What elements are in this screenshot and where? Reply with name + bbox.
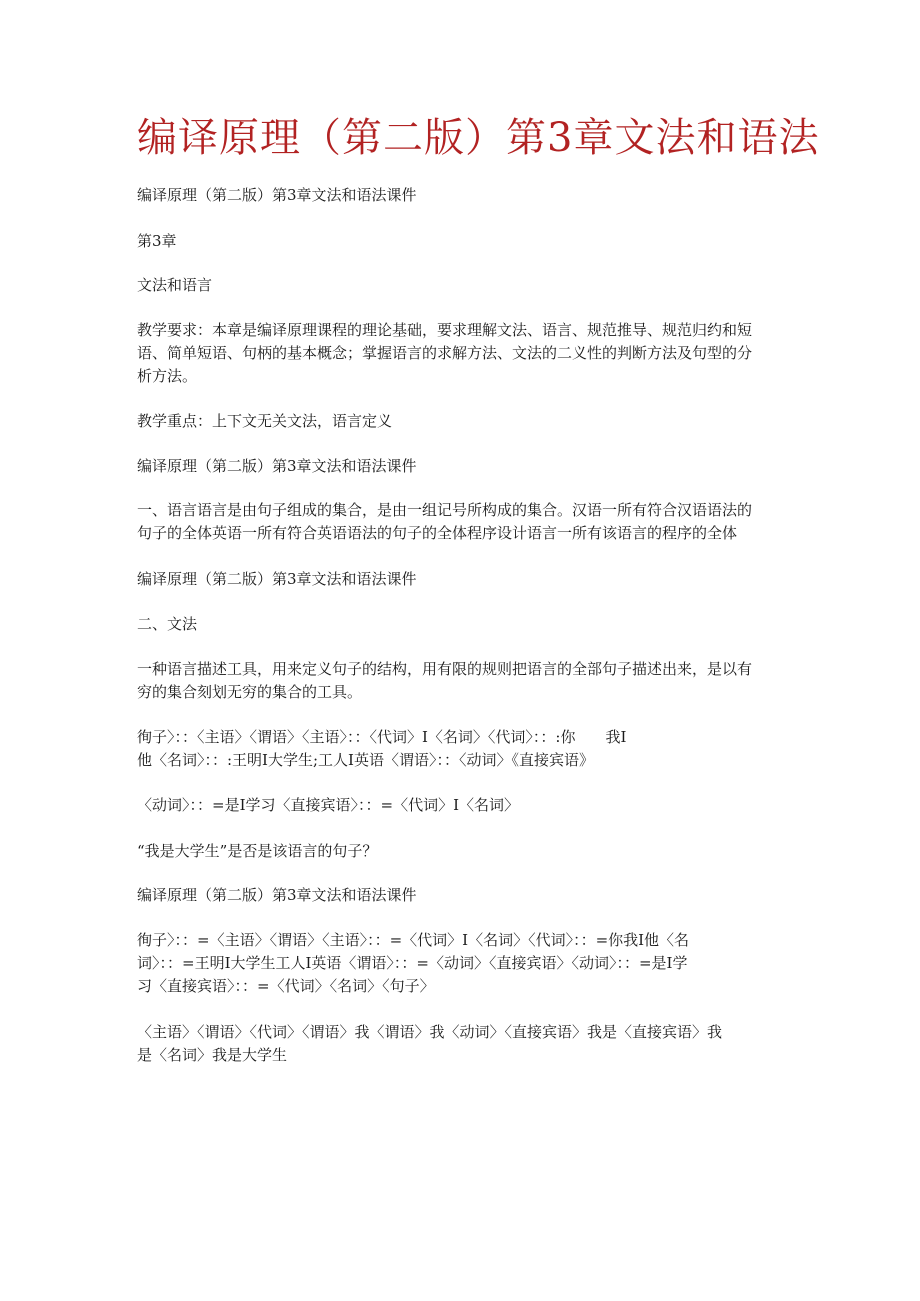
paragraph-section-grammar: 二、文法 bbox=[137, 615, 198, 633]
text-line: 一、语言语言是由句子组成的集合，是由一组记号所构成的集合。汉语一所有符合汉语语法的 bbox=[137, 501, 753, 519]
paragraph-course-subtitle-4: 编译原理（第二版）第3章文法和语法课件 bbox=[137, 886, 417, 904]
text-line: 穷的集合刻划无穷的集合的工具。 bbox=[137, 683, 363, 701]
paragraph-teaching-requirements bbox=[137, 319, 777, 388]
paragraph-chapter-number: 第3章 bbox=[137, 232, 177, 250]
text-line: 词〉：：=王明I大学生工人I英语〈谓语〉：：=〈动词〉〈直接宾语〉〈动词〉：：=是I学 bbox=[137, 954, 688, 972]
paragraph-teaching-focus: 教学重点：上下文无关文法，语言定义 bbox=[137, 412, 393, 430]
text-line: 徇子〉：：〈主语〉〈谓语〉〈主语〉：：〈代词〉I〈名词〉〈代词〉：：:你 我I bbox=[137, 728, 627, 746]
paragraph-chapter-topic: 文法和语言 bbox=[137, 276, 213, 294]
text-line: 教学要求：本章是编译原理课程的理论基础，要求理解文法、语言、规范推导、规范归约和短 bbox=[137, 321, 753, 339]
paragraph-language-definition bbox=[137, 499, 777, 545]
text-line: 他〈名词〉：：:王明I大学生;工人I英语〈谓语〉：：〈动词〉《直接宾语》 bbox=[137, 751, 594, 769]
text-line: 一种语言描述工具，用来定义句子的结构，用有限的规则把语言的全部句子描述出来，是以有 bbox=[137, 660, 753, 678]
text-line: 〈主语〉〈谓语〉〈代词〉〈谓语〉我〈谓语〉我〈动词〉〈直接宾语〉我是〈直接宾语〉我 bbox=[137, 1023, 723, 1041]
document-title: 编译原理（第二版）第3章文法和语法 bbox=[137, 115, 820, 161]
paragraph-course-subtitle-3: 编译原理（第二版）第3章文法和语法课件 bbox=[137, 570, 417, 588]
text-line: 徇子〉：：=〈主语〉〈谓语〉〈主语〉：：=〈代词〉I〈名词〉〈代词〉：：=你我I他〈名 bbox=[137, 931, 690, 949]
paragraph-course-subtitle-2: 编译原理（第二版）第3章文法和语法课件 bbox=[137, 457, 417, 475]
paragraph-grammar-definition bbox=[137, 658, 777, 704]
paragraph-grammar-rules-2: 〈动词〉：：=是I学习〈直接宾语〉：：=〈代词〉I〈名词〉 bbox=[137, 796, 519, 814]
paragraph-grammar-rules-1 bbox=[137, 726, 777, 772]
text-line: 是〈名词〉我是大学生 bbox=[137, 1046, 288, 1064]
paragraph-course-subtitle-1: 编译原理（第二版）第3章文法和语法课件 bbox=[137, 186, 417, 204]
paragraph-derivation bbox=[137, 1021, 777, 1067]
paragraph-grammar-rules-full bbox=[137, 929, 777, 998]
text-line: 语、简单短语、句柄的基本概念；掌握语言的求解方法、文法的二义性的判断方法及句型的分 bbox=[137, 344, 753, 362]
text-line: 习〈直接宾语〉：：=〈代词〉〈名词〉〈句子〉 bbox=[137, 977, 435, 995]
text-line: 析方法。 bbox=[137, 367, 198, 385]
text-line: 句子的全体英语一所有符合英语语法的句子的全体程序设计语言一所有该语言的程序的全体 bbox=[137, 524, 738, 542]
paragraph-question: “我是大学生”是否是该语言的句子？ bbox=[137, 842, 378, 860]
